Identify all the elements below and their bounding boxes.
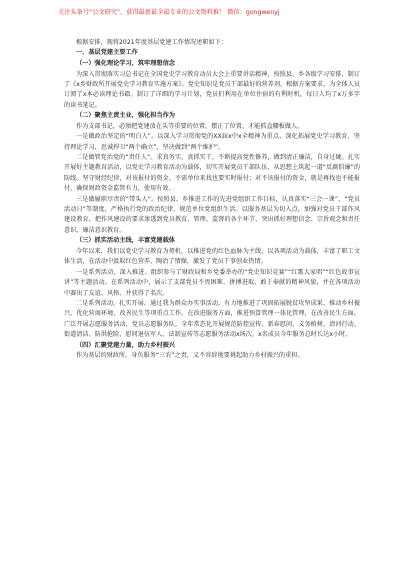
subsection-heading: （一）强化理论学习，筑牢理想信念 xyxy=(76,60,175,67)
body-paragraph: 一是系列活动，深入推进。组织参与了财政局和乡党委举办的“党史知识竞赛”“红歌大家唱”“红色故事宣讲”等主题活动。在系列活动中，展示了支部党员不畏困难、拼搏进取、敢于奉献的精神风貌，并在各项活动中赛出了友谊、风格、并获得了名次。 xyxy=(64,268,360,297)
body-paragraph: 今年以来，我们以党史学习教育为契机，以推进党的红色血脉为主线，以各项活动为载体，丰富了职工文体生活，在活动中汲取红色营养，陶冶了情操，激发了党员干事创业热情。 xyxy=(64,247,360,266)
header-banner: 关注头条号“公文研究”，获得最新最全最专业的公文资料推！ 微信：gongwenyj xyxy=(58,9,280,16)
subsection-heading: （二）聚焦主责主业，强化担当作为 xyxy=(76,112,175,120)
body-paragraph: 二是系列活动，扎实开展。通过我为群众办实事活动，有力地推进了巩固拓展脱贫攻坚成果、推动乡村振兴，优化营商环境、改善民生等项重点工作。在改进服务方面，推进预算管理一体化管理，在改善民生方面，广泛开展志愿服务活动，党员志愿服务队，全年常态化开展规范防控宣传、新春慰问、义务植树、清河行动、街道清洁、防洪抢险、慰问退伍军人、法制宣传等志愿服务活动x场次，x名成员今年服务总时长达x小时。 xyxy=(64,299,360,339)
subsection-heading: （三）抓实活动主线，丰富党建载体 xyxy=(76,237,175,245)
body-paragraph: 三是做履职尽责的“带头人”。按照县、乡推进工作的先进党组织工作目标，认真落实“三会一课”、“党员活动日”等制度，严格执行党的政治纪律，规范单位党组织生活。以服务基层为切入点，加强对党员干部作风建设教育，把作风建设的要求渗透到党员教育、管理、监督的各个环节，突出抓好理想信念、宗旨观念和责任意识、廉洁意识教育。 xyxy=(64,195,360,234)
section-heading: 一、基层党建主要工作 xyxy=(76,49,138,57)
body-paragraph: 根据安排，现将2021年度基层党建工作情况述职如下： xyxy=(76,39,227,46)
document-body xyxy=(64,38,360,362)
body-paragraph: 作为基层的财政所，身负服务“三农”之责，义不容辞地要挑起助力乡村振兴的重担。 xyxy=(76,352,304,360)
body-paragraph: 为深入贯彻落实习总书记在全国党史学习教育动员大会上重要讲话精神，按照县、乡各级学习安排，制订了《x乡财政所开展党史学习教育实施方案》。党史知识是党员干部最好的营养剂，根据方案要求，为全体人员订阅了x本必读理论书籍。制订了详细的学习计划，党员们利用在单位住宿的有利时机，每日人均了x万多字的读书笔记。 xyxy=(64,70,360,109)
subsection-heading: （四）汇聚党建力量，助力乡村振兴 xyxy=(76,341,175,349)
body-paragraph: 作为支部书记，必须把党建放在头等重要的位置，摆正了位置，才能抓直腰板做人。 xyxy=(76,122,304,130)
body-paragraph: 一是做政治坚定的“明白人”。以深入学习贯彻党的XX届x中x全精神为重点，深化拓展党史学习教育，坚持理论学习，思诚捍卫“两个确立”，坚决做到“两个维护”。 xyxy=(64,133,360,151)
body-paragraph: 二是做管党治党的“责任人”。求真务实，真抓实干，不断提高党性修养，做到清正廉洁，自身过硬。扎实开展好主题教育活动，以党史学习教育活动为载体，切实开展党员干部队伍，从思想上筑起一道“反腐倡廉”的防线。坚守财经纪律，对该报付的资金，不需单位来找也要实时报付；对不该报付的资金，就是再找也不能报付，确保财政资金监管有力，使用有效。 xyxy=(64,154,360,193)
